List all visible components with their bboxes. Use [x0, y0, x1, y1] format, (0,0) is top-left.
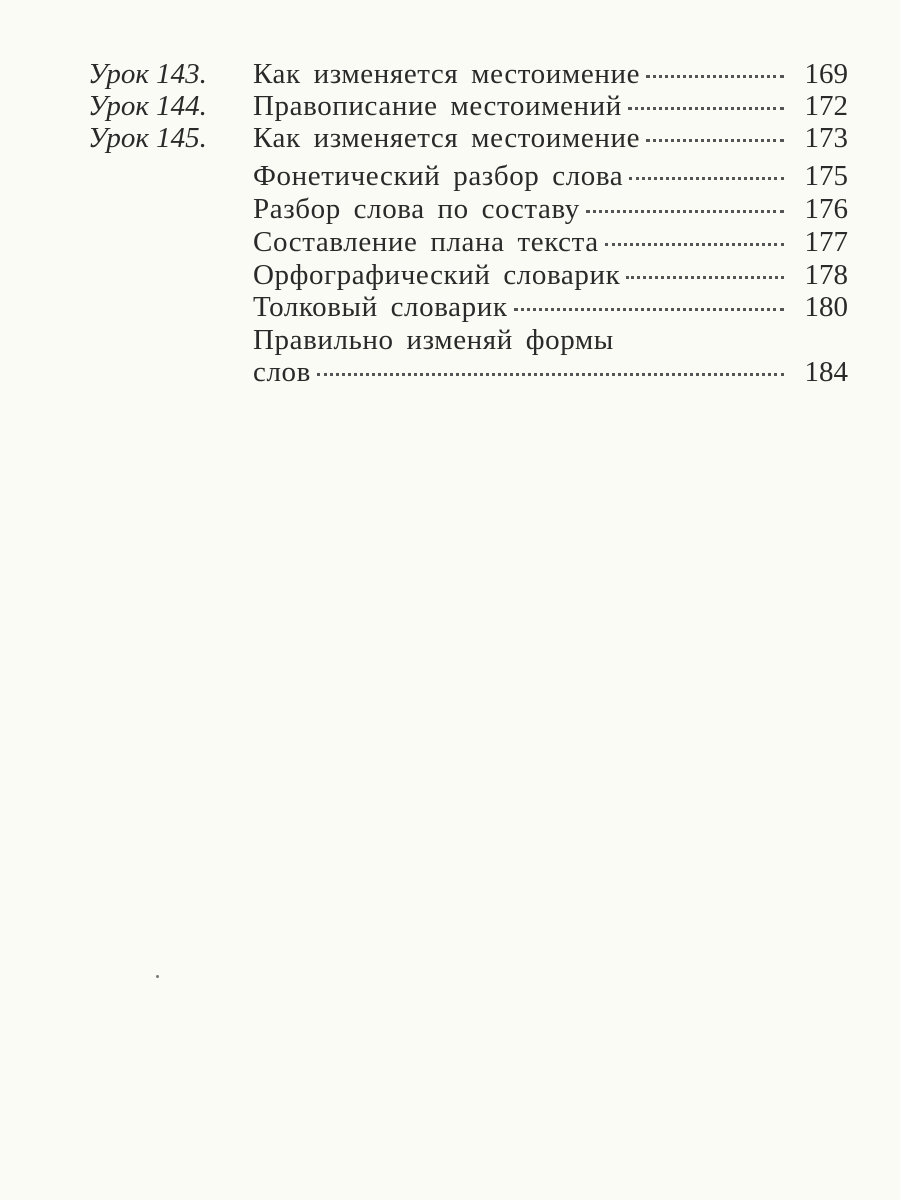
page-number: 172 — [804, 90, 848, 122]
lesson-number: Урок 143. — [88, 58, 207, 90]
entry-title: Фонетический разбор слова — [253, 160, 624, 192]
toc-entry — [253, 258, 848, 292]
entry-title: Как изменяется местоимение — [253, 122, 641, 154]
toc-entry — [253, 89, 848, 123]
page-number: 184 — [804, 356, 848, 388]
page-number: 169 — [804, 58, 848, 90]
toc-entry — [253, 121, 848, 155]
toc-entry — [253, 225, 848, 259]
page-number: 176 — [804, 193, 848, 225]
entry-title: Правописание местоимений — [253, 90, 622, 122]
toc-row-word-forms-line1[interactable] — [0, 323, 900, 357]
toc-entry — [253, 159, 848, 193]
toc-entry — [253, 290, 848, 324]
entry-title: Как изменяется местоимение — [253, 58, 641, 90]
entry-title: Толковый словарик — [253, 291, 508, 323]
page-number: 175 — [804, 160, 848, 192]
lesson-number: Урок 145. — [88, 122, 207, 154]
dot-leader — [605, 243, 784, 246]
paper-speck — [156, 975, 159, 978]
dot-leader — [646, 75, 784, 78]
toc-row-phonetic-analysis[interactable] — [0, 159, 900, 193]
toc-row-word-structure[interactable] — [0, 192, 900, 226]
page-number: 180 — [804, 291, 848, 323]
dot-leader — [628, 107, 784, 110]
toc-row-lesson-145[interactable] — [0, 121, 900, 155]
dot-leader — [586, 210, 784, 213]
page-number: 178 — [804, 259, 848, 291]
entry-title: Орфографический словарик — [253, 259, 621, 291]
toc-row-spelling-dictionary[interactable] — [0, 258, 900, 292]
dot-leader — [629, 177, 784, 180]
entry-title-continued: слов — [253, 356, 311, 388]
dot-leader — [646, 139, 784, 142]
toc-row-lesson-144[interactable] — [0, 89, 900, 123]
toc-row-explanatory-dictionary[interactable] — [0, 290, 900, 324]
dot-leader — [626, 276, 784, 279]
toc-entry — [253, 192, 848, 226]
toc-entry — [253, 57, 848, 91]
toc-row-lesson-143[interactable] — [0, 57, 900, 91]
entry-title: Составление плана текста — [253, 226, 599, 258]
toc-entry — [253, 355, 848, 389]
lesson-number: Урок 144. — [88, 90, 207, 122]
entry-title: Правильно изменяй формы — [253, 324, 614, 356]
toc-row-text-plan[interactable] — [0, 225, 900, 259]
dot-leader — [514, 308, 784, 311]
entry-title: Разбор слова по составу — [253, 193, 580, 225]
dot-leader — [317, 373, 784, 376]
page-number: 173 — [804, 122, 848, 154]
toc-row-word-forms-line2[interactable] — [0, 355, 900, 389]
page-number: 177 — [804, 226, 848, 258]
